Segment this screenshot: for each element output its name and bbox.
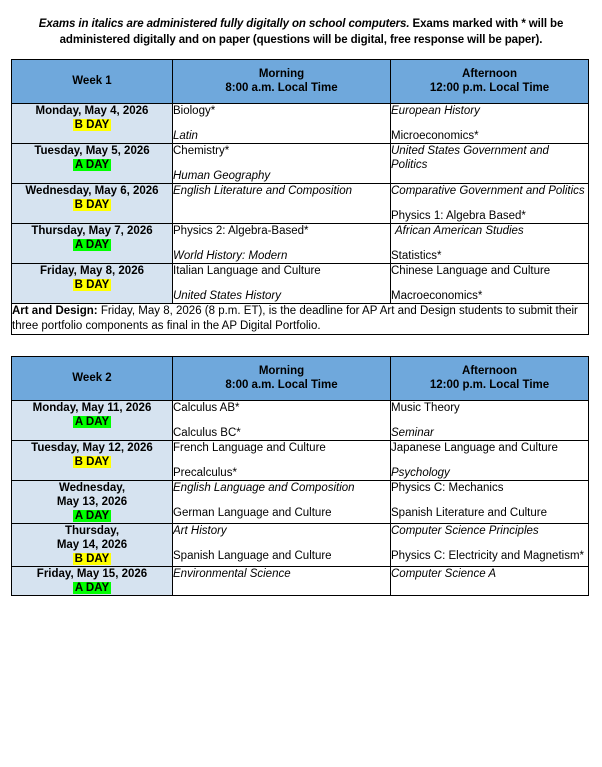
afternoon-exams-cell [391, 224, 589, 264]
afternoon-exams-cell [391, 104, 589, 144]
exam-name: Physics C: Electricity and Magnetism* [391, 550, 585, 562]
ab-day-label: B DAY [74, 456, 110, 468]
exam-name: English Language and Composition [173, 482, 355, 494]
table-header-row [12, 357, 589, 401]
exam-date-text: Monday, May 4, 2026 [35, 105, 149, 117]
morning-header [173, 357, 391, 401]
exam-name: Calculus BC* [173, 427, 241, 439]
afternoon-exams-cell [391, 441, 589, 481]
table-row [12, 104, 589, 144]
exam-name: Japanese Language and Culture [391, 442, 558, 454]
afternoon-exams-cell [391, 524, 589, 567]
exam-schedule-table-week2 [11, 356, 589, 596]
ab-day-badge [12, 158, 172, 172]
exam-name: African American Studies [395, 225, 524, 237]
exam-schedule-table-week1 [11, 59, 589, 335]
morning-exams-cell [173, 144, 391, 184]
exam-date-text: Monday, May 11, 2026 [32, 402, 152, 414]
exam-name: United States History [173, 290, 282, 302]
exam-name: Macroeconomics* [391, 290, 483, 302]
exam-date-text: Thursday, [64, 525, 120, 537]
ab-day-label: A DAY [74, 159, 110, 171]
exam-name: World History: Modern [173, 250, 288, 262]
note-body-text: Friday, May 8, 2026 (8 p.m. ET), is the deadline for AP Art and Design students to submit their three portfolio components as final in the AP Digital Portfolio. [12, 305, 578, 332]
table-row [12, 481, 589, 524]
afternoon-exams-cell [391, 144, 589, 184]
exam-name: Comparative Government and Politics [391, 185, 585, 197]
exam-date-text: Tuesday, May 12, 2026 [31, 442, 153, 454]
week-label-header: Week 1 [12, 60, 173, 104]
exam-name: Latin [173, 130, 198, 142]
table-note-row [12, 304, 589, 335]
exam-date-text: Friday, May 8, 2026 [40, 265, 144, 277]
table-header-row [12, 60, 589, 104]
week-label-header: Week 2 [12, 357, 173, 401]
afternoon-header-time: 12:00 p.m. Local Time [429, 82, 550, 94]
morning-exams-cell [173, 441, 391, 481]
exam-name: Physics 1: Algebra Based* [391, 210, 526, 222]
morning-header-title: Morning [258, 365, 305, 377]
ab-day-badge [12, 552, 172, 566]
exam-name: Computer Science A [391, 568, 497, 580]
table-row [12, 401, 589, 441]
exam-name: Physics 2: Algebra-Based* [173, 225, 309, 237]
ab-day-badge [12, 238, 172, 252]
morning-header-time: 8:00 a.m. Local Time [225, 379, 338, 391]
exam-date-cell [12, 481, 173, 524]
exam-date-text: Thursday, May 7, 2026 [31, 225, 153, 237]
table-row [12, 264, 589, 304]
ab-day-label: B DAY [74, 119, 110, 131]
afternoon-exams-cell [391, 184, 589, 224]
note-lead-label: Art and Design: [12, 305, 98, 317]
exam-name: French Language and Culture [173, 442, 326, 454]
exam-date-cell [12, 184, 173, 224]
exam-date-cell [12, 524, 173, 567]
afternoon-header [391, 357, 589, 401]
morning-exams-cell [173, 401, 391, 441]
intro-italic-text: Exams in italics are administered fully digitally on school computers. [38, 17, 410, 30]
ab-day-label: A DAY [74, 510, 110, 522]
table-row [12, 567, 589, 596]
exam-name: Seminar [391, 427, 434, 439]
exam-name: Calculus AB* [173, 402, 240, 414]
exam-date-cell [12, 441, 173, 481]
week2-table-container [11, 356, 588, 596]
table-row [12, 224, 589, 264]
exam-name: Music Theory [391, 402, 460, 414]
ab-day-badge [12, 278, 172, 292]
exam-date-text: Wednesday, May 6, 2026 [25, 185, 159, 197]
exam-date-text: Tuesday, May 5, 2026 [34, 145, 150, 157]
exam-name: Chinese Language and Culture [391, 265, 551, 277]
exam-date-cell [12, 224, 173, 264]
afternoon-exams-cell [391, 481, 589, 524]
exam-name: English Literature and Composition [173, 185, 352, 197]
exam-date-text: May 13, 2026 [56, 496, 128, 508]
art-and-design-note [12, 304, 589, 335]
morning-exams-cell [173, 184, 391, 224]
exam-name: Italian Language and Culture [173, 265, 321, 277]
morning-exams-cell [173, 524, 391, 567]
table-row [12, 184, 589, 224]
exam-date-cell [12, 144, 173, 184]
exam-name: Psychology [391, 467, 450, 479]
exam-name: Chemistry* [173, 145, 230, 157]
morning-exams-cell [173, 481, 391, 524]
exam-date-text: May 14, 2026 [56, 539, 128, 551]
morning-header-title: Morning [258, 68, 305, 80]
afternoon-exams-cell [391, 264, 589, 304]
ab-day-label: A DAY [74, 239, 110, 251]
exam-date-text: Friday, May 15, 2026 [36, 568, 148, 580]
intro-rest-text: Exams marked with * will be administered digitally and on paper (questions will be digital, free response will be paper). [59, 17, 564, 46]
afternoon-header-title: Afternoon [462, 365, 517, 377]
table-row [12, 144, 589, 184]
ab-day-label: A DAY [74, 416, 110, 428]
exam-name: European History [391, 105, 480, 117]
exam-date-cell [12, 104, 173, 144]
exam-name: Microeconomics* [391, 130, 479, 142]
ab-day-badge [12, 118, 172, 132]
ab-day-label: B DAY [74, 199, 110, 211]
morning-exams-cell [173, 264, 391, 304]
exam-name: United States Government and Politics [391, 145, 549, 171]
afternoon-exams-cell [391, 567, 589, 596]
exam-name: Biology* [173, 105, 216, 117]
afternoon-exams-cell [391, 401, 589, 441]
exam-name: German Language and Culture [173, 507, 332, 519]
exam-name: Human Geography [173, 170, 271, 182]
morning-header-time: 8:00 a.m. Local Time [225, 82, 338, 94]
morning-exams-cell [173, 224, 391, 264]
ab-day-badge [12, 581, 172, 595]
afternoon-header-time: 12:00 p.m. Local Time [429, 379, 550, 391]
intro-paragraph [0, 12, 602, 48]
exam-name: Precalculus* [173, 467, 237, 479]
exam-name: Environmental Science [173, 568, 291, 580]
morning-exams-cell [173, 104, 391, 144]
ab-day-badge [12, 415, 172, 429]
exam-name: Spanish Language and Culture [173, 550, 332, 562]
exam-name: Spanish Literature and Culture [391, 507, 547, 519]
week1-table-container [11, 59, 588, 335]
table-row [12, 524, 589, 567]
exam-date-cell [12, 264, 173, 304]
ab-day-label: A DAY [74, 582, 110, 594]
exam-name: Art History [173, 525, 227, 537]
ab-day-badge [12, 509, 172, 523]
table-row [12, 441, 589, 481]
afternoon-header [391, 60, 589, 104]
ab-day-label: B DAY [74, 553, 110, 565]
afternoon-header-title: Afternoon [462, 68, 517, 80]
morning-exams-cell [173, 567, 391, 596]
exam-date-cell [12, 567, 173, 596]
exam-name: Statistics* [391, 250, 442, 262]
exam-name: Physics C: Mechanics [391, 482, 504, 494]
ab-day-badge [12, 455, 172, 469]
ab-day-badge [12, 198, 172, 212]
exam-name: Computer Science Principles [391, 525, 539, 537]
exam-date-text: Wednesday, [58, 482, 126, 494]
morning-header [173, 60, 391, 104]
exam-date-cell [12, 401, 173, 441]
ap-exam-schedule-page [0, 12, 602, 767]
ab-day-label: B DAY [74, 279, 110, 291]
